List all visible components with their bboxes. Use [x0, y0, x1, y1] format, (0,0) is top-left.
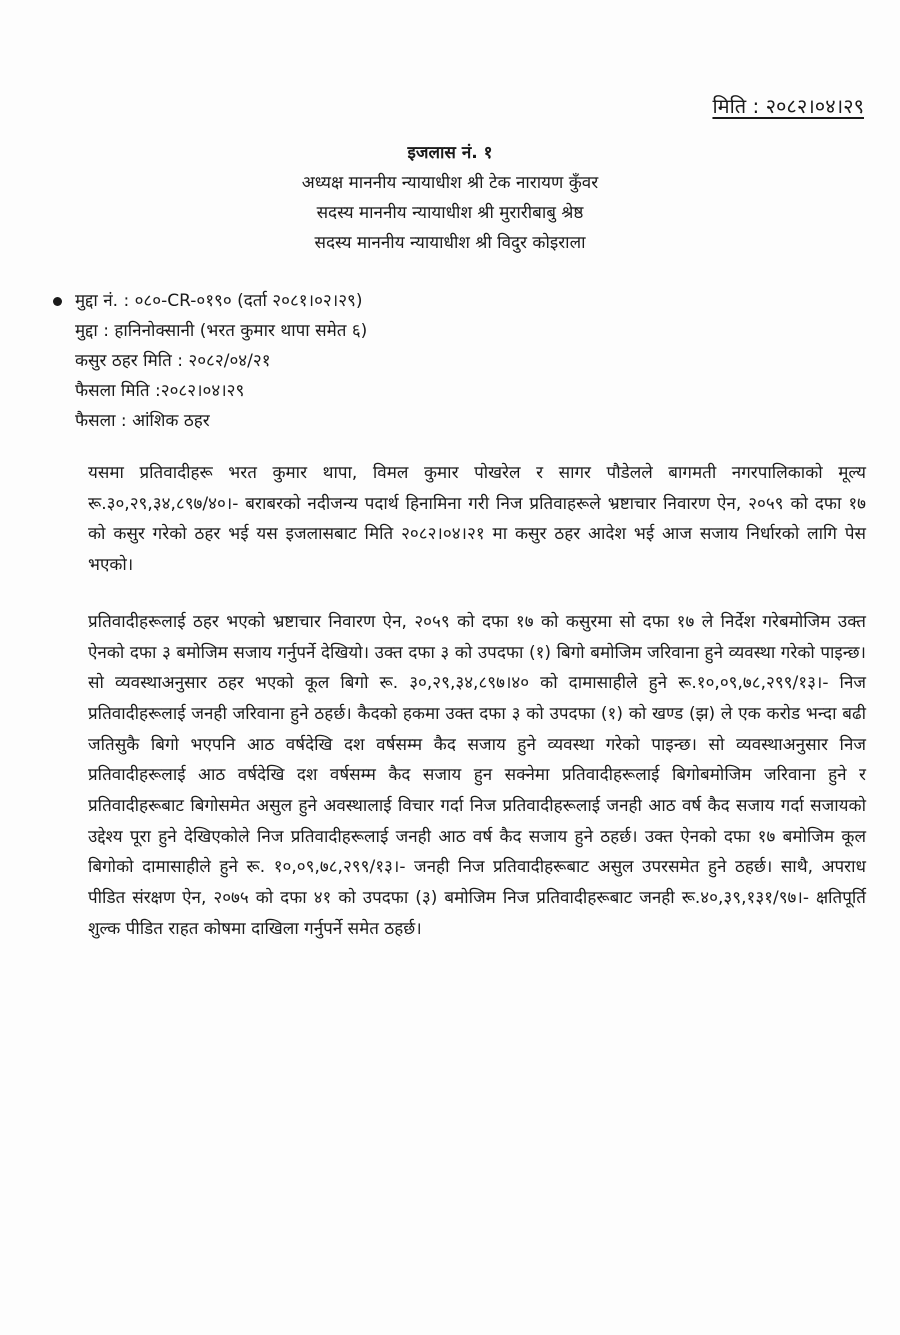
verdict-body: [88, 458, 866, 971]
verdict-date: फैसला मिति :२०८२।०४।२९: [75, 381, 245, 401]
guilty-date: कसुर ठहर मिति : २०८२/०४/२१: [75, 351, 271, 371]
bench-member-1: सदस्य माननीय न्यायाधीश श्री मुरारीबाबु श्रेष्ठ: [316, 203, 584, 223]
document-date: मिति : २०८२।०४।२९: [712, 94, 864, 118]
bench-member-2: सदस्य माननीय न्यायाधीश श्री विदुर कोइराला: [314, 233, 586, 253]
case-type: मुद्दा : हानिनोक्सानी (भरत कुमार थापा समेत ६): [75, 321, 368, 341]
case-number-row: [75, 286, 835, 316]
bench-block: [0, 138, 900, 258]
case-number: मुद्दा नं. : ०८०-CR-०१९० (दर्ता २०८१।०२।२९): [75, 291, 363, 311]
bench-title: इजलास नं. १: [407, 143, 493, 163]
verdict: फैसला : आंशिक ठहर: [75, 411, 210, 431]
bullet-icon: [53, 297, 62, 306]
paragraph-2: प्रतिवादीहरूलाई ठहर भएको भ्रष्टाचार निवारण ऐन, २०५९ को दफा १७ को कसुरमा सो दफा १७ ले निर्देश गरेबमोजिम उक्त ऐनको दफा ३ बमोजिम सजाय गर्नुपर्ने देखियो। उक्त दफा ३ को उपदफा (१) बिगो बमोजिम जरिवाना हुने व्यवस्था गरेको पाइन्छ। सो व्यवस्थाअनुसार ठहर भएको कूल बिगो रू. ३०,२९,३४,८९७।४० को दामासाहीले हुने रू.१०,०९,७८,२९९/१३।- निज प्रतिवादीहरूलाई जनही जरिवाना हुने ठहर्छ। कैदको हकमा उक्त दफा ३ को उपदफा (१) को खण्ड (झ) ले एक करोड भन्दा बढी जतिसुकै बिगो भएपनि आठ वर्षदेखि दश वर्षसम्म कैद सजाय हुने व्यवस्था गरेको पाइन्छ। सो व्यवस्थाअनुसार निज प्रतिवादीहरूलाई आठ वर्षदेखि दश वर्षसम्म कैद सजाय हुन सक्नेमा प्रतिवादीहरूलाई बिगोबमोजिम जरिवाना हुने र प्रतिवादीहरूबाट बिगोसमेत असुल हुने अवस्थालाई विचार गर्दा निज प्रतिवादीहरूलाई जनही आठ वर्ष कैद सजाय गर्दा सजायको उद्देश्य पूरा हुने देखिएकोले निज प्रतिवादीहरूलाई जनही आठ वर्ष कैद सजाय हुने ठहर्छ। उक्त ऐनको दफा १७ बमोजिम कूल बिगोको दामासाहीले हुने रू. १०,०९,७८,२९९/१३।- जनही निज प्रतिवादीहरूबाट असुल उपरसमेत हुने ठहर्छ। साथै, अपराध पीडित संरक्षण ऐन, २०७५ को दफा ४१ को उपदफा (३) बमोजिम निज प्रतिवादीहरूबाट जनही रू.४०,३९,१३१/९७।- क्षतिपूर्ति शुल्क पीडित राहत कोषमा दाखिला गर्नुपर्ने समेत ठहर्छ।: [88, 611, 866, 939]
paragraph-1: यसमा प्रतिवादीहरू भरत कुमार थापा, विमल कुमार पोखरेल र सागर पौडेलले बागमती नगरपालिकाको मूल्य रू.३०,२९,३४,८९७/४०।- बराबरको नदीजन्य पदार्थ हिनामिना गरी निज प्रतिवाहरूले भ्रष्टाचार निवारण ऐन, २०५९ को दफा १७ को कसुर गरेको ठहर भई यस इजलासबाट मिति २०८२।०४।२१ मा कसुर ठहर आदेश भई आज सजाय निर्धारको लागि पेस भएको।: [88, 463, 866, 576]
case-info-block: [75, 286, 835, 436]
bench-chair: अध्यक्ष माननीय न्यायाधीश श्री टेक नारायण कुँवर: [301, 173, 599, 193]
